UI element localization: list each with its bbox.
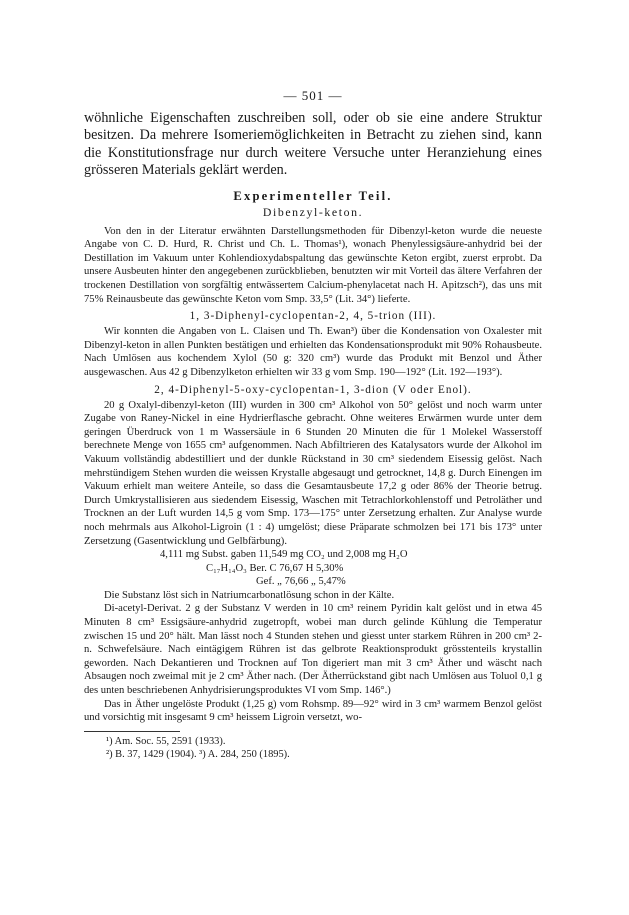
section-title: Experimenteller Teil.: [233, 188, 393, 203]
paragraph-solubility: Die Substanz löst sich in Natriumcarbonatlösung schon in der Kälte.: [104, 589, 395, 601]
paragraph-trion: Wir konnten die Angaben von L. Claisen und Th. Ewan³) über die Kondensation von Oxalester mit Dibenzyl-keton in allen Punkten bestätigen und erhielten das Kondensationsprodukt mit 90% Rohausbeute. Nach Umlösen aus kochendem Xylol (50 g: 320 cm³) wurde das Produkt mit Benzol und Äther ausgewaschen. Aus 42 g Dibenzylketon erhielten wir 33 g vom Smp. 190—192° (Lit. 192—193°).: [84, 326, 542, 378]
footnote-divider: [84, 731, 180, 732]
paragraph-ether-product: Das in Äther ungelöste Produkt (1,25 g) vom Rohsmp. 89—92° wird in 3 cm³ warmem Benzol gelöst und vorsichtig mit insgesamt 9 cm³ heissem Ligroin versetzt, wo-: [84, 698, 542, 724]
compound-heading-trion: 1, 3-Diphenyl-cyclopentan-2, 4, 5-trion (III).: [189, 310, 437, 323]
analysis-line-found: Gef. „ 76,66 „ 5,47%: [256, 576, 346, 588]
footnote-1: ¹) Am. Soc. 55, 2591 (1933).: [106, 735, 226, 747]
analysis-line-sample: 4,111 mg Subst. gaben 11,549 mg CO₂ und 2,008 mg H₂O: [160, 549, 408, 561]
journal-page: [84, 88, 542, 762]
paragraph-diacetyl-derivat: Di-acetyl-Derivat. 2 g der Substanz V werden in 10 cm³ reinem Pyridin kalt gelöst und in etwa 45 Minuten 8 cm³ Essigsäure-anhydrid zugetropft, wobei man durch gelinde Kühlung die Temperatur zwischen 15 und 20° hält. Man lässt noch 4 Stunden stehen und giesst unter starkem Rühren in 200 cm³ 2-n. Schwefelsäure. Nach eintägigem Rühren ist das gelbrote Reaktionsprodukt grösstenteils krystallin geworden. Nach Dekantieren und Trocknen auf Ton digeriert man mit 3 cm³ Äther und wäscht nach Absaugen noch zweimal mit je 2 cm³ Äther nach. (Der Ätherrückstand gibt nach Umlösen aus Toluol 0,1 g des unten beschriebenen Anhydrisierungsproduktes VI vom Smp. 146°.): [84, 603, 542, 697]
section-subtitle: Dibenzyl-keton.: [262, 204, 364, 219]
footnote-2-3: ²) B. 37, 1429 (1904). ³) A. 284, 250 (1895).: [106, 749, 290, 761]
elemental-analysis: [84, 548, 542, 589]
analysis-line-calculated: C₁₇H₁₄O₃ Ber. C 76,67 H 5,30%: [206, 562, 344, 574]
paragraph-dion: 20 g Oxalyl-dibenzyl-keton (III) wurden in 300 cm³ Alkohol von 50° gelöst und noch warm unter Zugabe von Raney-Nickel in eine Hydrierflasche gebracht. Ohne weiteres Erwärmen wurde unter dem geringen Überdruck von 1 m Wassersäule in 6 Stunden 20 Minuten die für 1 Molekel Wasserstoff berechnete Menge von 1655 cm³ aufgenommen. Nach Abfiltrieren des Katalysators wurde der Alkohol im Vakuum vollständig abdestilliert und der dunkle Rückstand in 30 cm³ siedendem Eisessig gelöst. Nach mehrstündigem Stehen wurden die weissen Krystalle abgesaugt und getrocknet, 14,8 g. Durch Einengen im Vakuum erhielt man weitere Anteile, so dass die Gesamtausbeute 17,2 g oder 86% der Theorie betrug. Durch Umkrystallisieren aus siedendem Eisessig, Waschen mit Tetrachlorkohlenstoff und Petroläther und Trocknen an der Luft wurden 14,5 g vom Smp. 173—175° unter Zersetzung erhalten. Zur Analyse wurde noch mehrmals aus Alkohol-Ligroin (1 : 4) umgelöst; diese Präparate schmolzen bei 171 bis 173° unter Zersetzung (Gasentwicklung und Gelbfärbung).: [84, 399, 542, 547]
page-number: — 501 —: [283, 88, 343, 103]
compound-heading-dion: 2, 4-Diphenyl-5-oxy-cyclopentan-1, 3-dion (V oder Enol).: [154, 383, 472, 396]
paragraph-dibenzyl-keton: Von den in der Literatur erwähnten Darstellungsmethoden für Dibenzyl-keton wurde die neueste Angabe von C. D. Hurd, R. Christ und Ch. L. Thomas¹), wonach Phenylessigsäure-anhydrid bei der Destillation im Vakuum unter Kohlendioxydabspaltung das gewünschte Keton ergibt, zuerst erprobt. Da unsere Ausbeuten hinter den angegebenen zurückblieben, benutzten wir mit Vorteil das ältere Verfahren der trockenen Destillation von sorgfältig entwässertem Calcium-phenylacetat nach H. Apitzsch²), das uns mit 75% Reinausbeute das gewünschte Keton vom Smp. 33,5° (Lit. 34°) lieferte.: [84, 225, 542, 305]
intro-paragraph: wöhnliche Eigenschaften zuschreiben soll, oder ob sie eine andere Struktur besitzen. Da mehrere Isomeriemöglichkeiten in Betracht zu ziehen sind, kann die Konstitutionsfrage nur durch weitere Versuche unter Heranziehung eines grösseren Materials geklärt werden.: [84, 110, 542, 179]
